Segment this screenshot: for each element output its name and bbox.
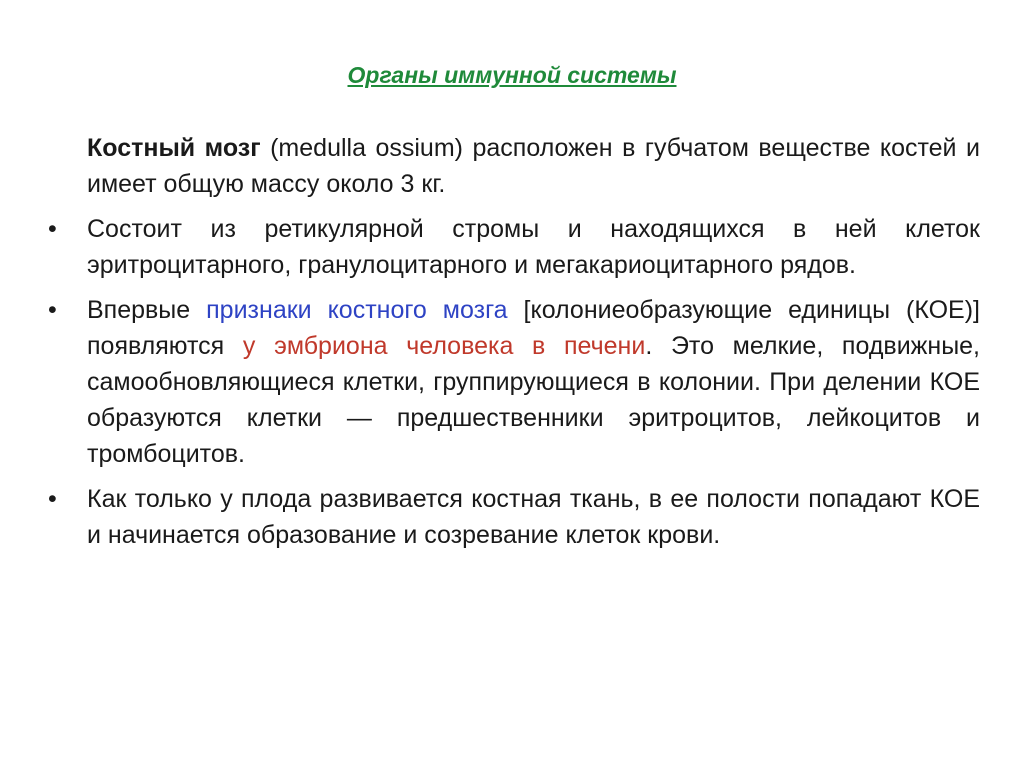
bullet-item-1 [48,211,980,283]
slide-content [48,130,980,562]
intro-text: (medulla ossium) расположен в губчатом веществе костей и имеет общую массу около 3 кг. [87,134,980,198]
bullet-marker: • [48,296,57,324]
bullet-item-2 [48,292,980,472]
bullet-text: Состоит из ретикулярной стромы и находящихся в ней клеток эритроцитарного, гранулоцитарного и мегакариоцитарного рядов. [87,215,980,279]
bullet-marker: • [48,485,57,513]
highlight-embryo-liver: у эмбриона человека в печени [242,332,646,360]
highlight-bone-marrow-signs: признаки костного мозга [206,296,508,324]
bullet-item-3 [48,481,980,553]
slide-title: Органы иммунной системы [347,62,677,88]
bullet-text: Как только у плода развивается костная ткань, в ее полости попадают КОЕ и начинается образование и созревание клеток крови. [87,485,980,549]
bullet-text-part2: [колониеобразующие единицы (КОЕ)] появляются [87,296,981,360]
bullet-text-part3: . Это мелкие, подвижные, самообновляющиеся клетки, группирующиеся в колонии. При делении КОЕ образуются клетки — предшественники эритроцитов, лейкоцитов и тромбоцитов. [87,332,981,468]
bullet-marker: • [48,215,57,243]
bullet-text-part1: Впервые [87,296,207,324]
intro-paragraph [48,130,980,202]
intro-term: Костный мозг [87,134,261,162]
